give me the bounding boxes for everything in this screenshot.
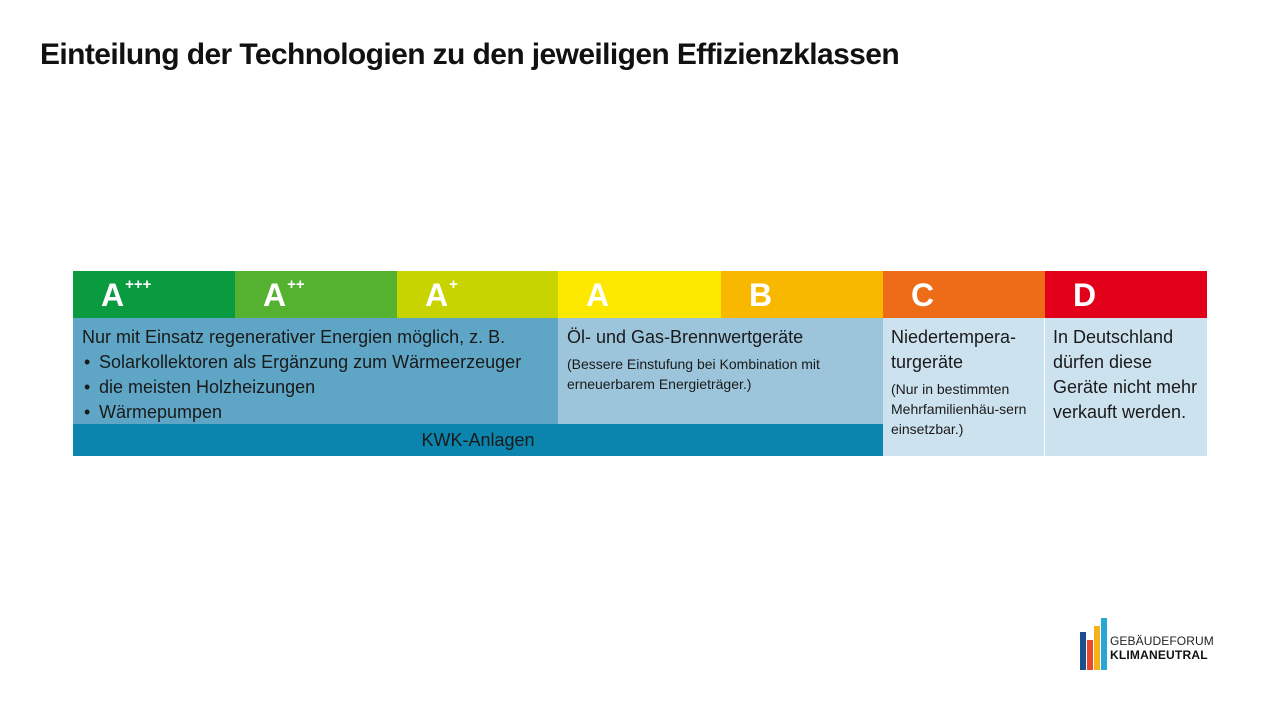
class-b [721,271,883,318]
class-suffix: +++ [125,275,152,293]
class-letter: A [425,276,449,313]
class-a-plus-plus-plus [73,271,235,318]
logo-line2: KLIMANEUTRAL [1110,648,1208,662]
logo-bar [1080,632,1086,670]
class-a-plus [397,271,558,318]
logo-bar [1087,640,1093,670]
kwk-bar [73,424,883,456]
low-temperature-box [883,318,1044,456]
lowtemp-note: (Nur in bestimmten Mehrfamilienhäu-sern einsetzbar.) [891,381,1027,437]
class-suffix: + [449,275,458,293]
list-item: • Wärmepumpen [82,400,549,425]
class-letter: C [911,276,935,313]
class-letter: A [263,276,287,313]
class-letter: A [586,276,610,313]
class-suffix: ++ [287,275,305,293]
logo-bar [1094,626,1100,670]
lowtemp-heading: Niedertempera-turgeräte [891,327,1017,372]
efficiency-class-bar [73,271,1207,318]
logo-bars-icon [1080,618,1108,670]
condensing-note: (Bessere Einstufung bei Kombination mit erneuerbarem Energieträger.) [567,356,820,392]
list-item: • die meisten Holzheizungen [82,375,549,400]
class-a [558,271,721,318]
renewable-technologies-box [73,318,558,424]
class-letter: B [749,276,773,313]
banned-devices-box [1045,318,1207,456]
class-d [1045,271,1207,318]
list-item: • Solarkollektoren als Ergänzung zum Wärmeerzeuger [82,350,549,375]
efficiency-class-diagram [73,271,1207,456]
kwk-label: KWK-Anlagen [421,429,535,450]
page-title: Einteilung der Technologien zu den jeweiligen Effizienzklassen [40,38,900,71]
renewable-list [82,350,549,425]
class-c [883,271,1045,318]
class-letter: D [1073,276,1097,313]
class-a-plus-plus [235,271,397,318]
renewable-heading: Nur mit Einsatz regenerativer Energien möglich, z. B. [82,327,506,347]
logo-bar [1101,618,1107,670]
condensing-boiler-box [558,318,883,424]
condensing-heading: Öl- und Gas-Brennwertgeräte [567,327,804,347]
logo-line1: GEBÄUDEFORUM [1110,634,1214,648]
banned-text: In Deutschland dürfen diese Geräte nicht mehr verkauft werden. [1053,327,1198,422]
class-letter: A [101,276,125,313]
logo [1080,618,1220,670]
